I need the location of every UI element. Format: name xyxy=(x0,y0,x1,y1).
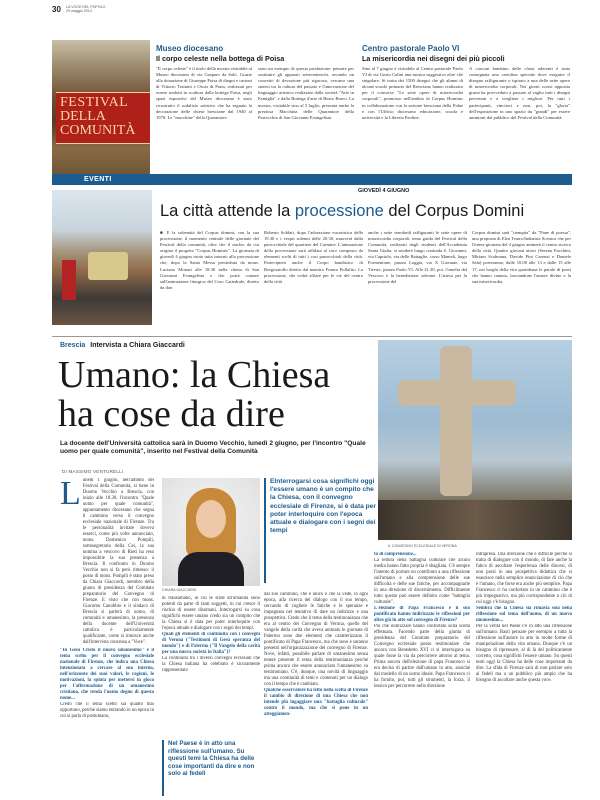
question-3: Qualche osservatore ha letto nella scelta di Firenze il cambio di direzione di una Chiesa che non intende più ingaggiare una "battaglia culturale" contro il mondo, ma che si pone in un atteggiamen- xyxy=(264,688,368,717)
corpus-domini-photo xyxy=(52,190,152,325)
portrait-face xyxy=(196,500,226,538)
interview-col4 xyxy=(374,552,470,798)
festival-logo-line1: FESTIVAL xyxy=(60,95,129,110)
centro-title: La misericordia nei disegni dei più piccoli xyxy=(362,54,505,63)
corpus-title-part1: La città attende la xyxy=(160,202,295,220)
drop-cap: L xyxy=(60,475,81,512)
answer-3: La lettura della battaglia culturale che alcuni media hanno fatto propria è sbagliata. C'è sempre l'intento di portare un contributo a una riflessione sull'umano e alla comprensione delle sue difficoltà e delle sue fatiche, per accompagnarle in una direzione di discernimento. Difficilmente tutto questo può essere definito come "battaglia culturale". xyxy=(374,558,470,605)
museo-kicker: Museo diocesano xyxy=(156,44,224,53)
eventi-label: EVENTI xyxy=(84,176,112,183)
interview-kicker xyxy=(60,341,185,350)
cross-vertical xyxy=(440,346,472,496)
festival-logo-line3: COMUNITÀ xyxy=(60,123,136,138)
chiara-giaccardi-portrait xyxy=(162,478,260,586)
corpus-col2: Roberto Soldati, dopo l'adorazione eucaristica delle 19.30 e i vespri solenni delle 20.30, muoverà dalla parrocchiale del quartiere del Carmine. L'animazione della processione sarà affidata al coro composto da elementi scelti di tutti i cori parrocchiali della città. Partecipierà anche il Corpo bandistico di Borgosatollo diretto dal maestro Franco Pullafito. La processione, che vedrà sfilare per le vie del centro della città xyxy=(264,230,363,284)
corpus-headline xyxy=(160,201,572,221)
answer-4: Più che indirizzare hanno confortato sulla scelta effettuata. Facendo parte della giunta di presidenza del Comitato preparatorio del Convegno ecclesiale posso testimoniare che ancora con Benedetto XVI ci si interrogava su quale fosse la via da percorrere attorno al tema. Prima ancora dell'elezione di papa Francesco si era deciso di partire dall'umano in atto, anziché dal modello di un uomo ideale. Papa Francesco ci ha fornito, poi, tutti gli strumenti, la forza, il lessico per percorrere nella direzione xyxy=(374,624,470,689)
question-2: Quali gli elementi di continuità con i convegni di Verona ("Testimoni di Gesù speranza del mondo") e di Palermo ("Il Vangelo della carità per una nuova società in Italia")? xyxy=(162,632,260,655)
publication-name: LA VOCE DEL POPOLO xyxy=(66,5,106,9)
cross-horizontal xyxy=(398,380,516,406)
interview-headline xyxy=(58,356,388,434)
centro-col1: Sino al 7 giugno è visitabile al Centro pastorale Paolo VI di via Gezio Calini una mostra suggestiva oltre che singolare. Si tratta dei 1500 disegni che gli alunni di alcune scuole primarie del Bresciano hanno realizzato per il concorso "Le sette opere di misericordia corporali", promosso nell'ambito di Corpus Hominis in collaborazione con la sezione bresciana della Fidae e con l'Ufficio diocesano educazione, scuola e università e la Libreria Paoline. xyxy=(362,66,463,120)
issue-date: 29 maggio 2014 xyxy=(66,9,92,13)
question-5: Sembra che la Chiesa sia rimasta sola nella riflessione sul tema dell'uomo, di un nuovo umanesimo... xyxy=(476,606,572,623)
pull-quote-2 xyxy=(162,740,258,796)
interview-kicker-rest: Intervista a Chiara Giaccardi xyxy=(90,342,185,349)
interview-col5-text: intrapresa. Una direzione che è difficile perché si tratta di dialogare con il mondo, di fare anche la fatica di ascoltare l'esperienza delle diocesi, di non porsi in una prospettiva didattica che si esaurisce nella semplice enunciazione di ciò che è l'umano, che forse era anche più semplice. Papa Francesco ci ha confortato in un cammino che è più impegnativo, ma più corrispondente a ciò di cui oggi c'è bisogno. xyxy=(476,552,572,605)
interview-col5 xyxy=(476,552,572,798)
pull-quote-1 xyxy=(264,478,376,583)
corpus-dateline: GIOVEDÌ 4 GIUGNO xyxy=(358,188,410,194)
corpus-title-highlight: processione xyxy=(294,202,384,220)
answer-5: Per la verità nel Paese c'è in atto una riflessione sull'umano. Basti pensare per esempio a tutta la riflessione sull'autore in atto in molte forme di manipolazione della vita umana. Dunque c'è un bisogno di riprensare, al di là del politicamente corretto, cosa significhi l'essere umano. Su questi temi oggi la Chiesa ha delle cose importanti da dire. La sfida di Firenze sarà di non parlare solo ai fedeli ma a un pubblico più ampio che ha bisogno di ascoltare anche questa voce. xyxy=(476,624,572,683)
page-header xyxy=(52,5,572,15)
verona-convention-photo xyxy=(378,340,572,540)
question-1: "In Gesù Cristo il nuovo umanesimo" è il tema scelto per il convegno ecclesiale nazionale di Firenze, che indica una Chiesa intenzionata a cercare al suo interno, nell'orizzonte dei suoi valori, le ragioni, le motivazioni, la spinta per mettersi in gioco per l'affermazione di un umanesimo cristiano, che renda l'uomo degno di questo nome... xyxy=(60,648,154,701)
headline-line1: Umano: la Chiesa xyxy=(58,354,331,396)
interview-kicker-city: Brescia xyxy=(60,342,86,349)
headline-line2: ha cose da dire xyxy=(58,393,285,435)
answer-1: Credo che il tema scelto sia quanto mai opportuno, perché siamo entrando in un epoca in cui si parla di postumano, xyxy=(60,702,154,719)
centro-kicker: Centro pastorale Paolo VI xyxy=(362,44,460,53)
festival-logo xyxy=(56,92,150,144)
section-divider xyxy=(52,336,572,337)
crowd-shape xyxy=(378,500,572,540)
corpus-article xyxy=(160,188,572,328)
centro-article xyxy=(362,44,572,174)
museo-title: Il corpo celeste nella bottega di Poisa xyxy=(156,54,285,63)
question-4: L'elezione di Papa Francesco e il suo pontificato hanno indirizzato le riflessioni per altro già in atto sul convegno di Firenze? xyxy=(374,606,470,623)
portrait-shoulders xyxy=(178,552,244,586)
museo-col1: "Il corpo celeste" è il titolo della mostra visitabile al Museo diocesano di via Gasparo da Salò. Grazie alla donazione di Giuseppe Poisa di diegni e cartoni di Vittorio Trainini e Oscar di Prata, realizzati per essere tradotti in scultura dalla bottega Poisa, negli spazi espositivi del Museo diocesano è stato ricostruito il sodalizio artistico che ha segnato la decorazione delle chiese bresciane dal 1940 al 1970. Le "macchine" della Quarantore xyxy=(156,66,252,120)
page-number: 30 xyxy=(52,5,61,14)
corpus-title-part2: del Corpus Domini xyxy=(383,202,525,220)
corpus-col1: ■ E la solennità del Corpus domini, con la sua processione, il momento centrale delle giornate del Festival della comunità, oltre che il nucleo da cui origina il progetto "Corpus Hominis". La giornata di giovedì 4 giugno ruota tutta intorno alla processione che, dopo la Santa Messa presieduta da mons. Luciano Monari alle 18.30 nella chiesa di San Giovanni Evangelista e che potrà contare sull'animazione liturgica del Coro Cattedrale, diretto da don xyxy=(160,230,259,290)
interview-intro: unedì 1 giugno, nell'ambito del Festival della Comunità, si tiene in Duomo Vecchio a Brescia, con inizio alle 18.30, l'incontro "Quale uomo per quale comunità", appuntamento diocesano che segna il cammino verso il convegno ecclesiale nazionale di Firenze. Tra le personalità invitate doveva esserci, come più volte annunciato, mons. Domenico Pompili, sottosegretario della Cei, la sua nomina a vescovo di Rieti ha reso impossibile la sua presenza a Brescia. Il confronto in Duomo Vecchio non si fa però rimesso: il posto di mons. Pompili è stato preso da Chiara Giaccardi, membro della giunta di presidenza del Comitato preparatorio del Convegno di Firenze. E visto che con mons. Giacomo Canobbio e il sindaco di Brescia si parlerà di uomo, di comunità e umanesimo, la presenza della docente dell'Università cattolica è particolarmente qualificante, come si intuisce anche dall'intervista concessa a "Voce". xyxy=(82,478,154,645)
interview-subhead: La docente dell'Università cattolica sarà in Duomo Vecchio, lunedì 2 giugno, per l'incontro "Quale uomo per quale comunità", inserito nel Festival della Comunità xyxy=(60,440,366,456)
museo-col2: sono un esempio di questa produzione: pensate per sostituire gli apparati settecenteschi, secondo un concetto di devozione più rigoroso, cercano una sintesi tra la cultura del passato e l'innovazione del linguaggio artistico realizzato dalla società "Arte in Famiglia" e dalla Bottega d'arte di Beato Bravo. La mostra, visitabile sino al 5 luglio, presenta anche la preziosa Macchina delle Quarantore della Parrocchia di San Giovanni Evangelista. xyxy=(258,66,354,120)
museo-article xyxy=(156,44,356,174)
interview-col3-text: dal suo cammino, che è unico e che la vede, in ogni epoca, alla ricerca del dialogo con il suo tempo, cercando di cogliere le fatiche e le speranze e impegnata nel tentativo di dare un indirizzo e una prospettiva. Credo che il tema della testimonianza che era al centro del Convegno di Verona, quello del vangelo della carità che aveva animato le giornate di Palermo sono due elementi che caratterizzano il pontificato di Papa Francesco, ma che sono e saranno presenti nell'organizzazione del convegno di Firenze. Nove, infatti, possibile parlare di umanesimo senza tenere presente il tema della testimonianza perché prima ancora che essere annunciato l'umanesimo va testimoniato. C'è, dunque, una novità di linguaggio ma una continuità di temi e contenuti per un dialogo con il tempo che è cambiato. xyxy=(264,592,368,687)
answer-2: La continuità tra i diversi convegni ecclesiali che la Chiesa italiana ha celebrato è sicuramente rappresentato xyxy=(162,656,260,673)
pull-quote-2-text: Nel Paese è in atto una riflessione sull'umano. Su questi temi la Chiesa ha delle cose importanti da dire e non solo ai fedeli xyxy=(168,740,255,778)
portrait-caption: CHIARA GIACCARDI xyxy=(162,588,197,592)
corpus-col4: Corpus domini sarà "riempita" da "Pane di poesia", una proposta di Elea Teatro/Industria Scenica che per l'intera giornata del 4 giugno animerà il centro storico della città. Quattro giovani attori (Serena Facchini, Miriam Scalmana, Davide Pini Carenzi e Daniele Sala) porteranno, dalle 10.00 alle 13 e dalle 15 alle 17, nei luoghi della vita quotidiana le parole di poeti che hanno cantato, lasciandone l'amore divino e la sua misericordia. xyxy=(472,230,571,284)
interview-col2-text: di transumano, in cui le sfide all'umanità sono potenti da parte di tanti soggetti, in cui cresce il rischio di essere disumani. Interrogarsi su cosa significhi essere umano credo sia un compito che la Chiesa si è data per poter interloquire con l'epoca attuale e dialogare con i segni dei tempi. xyxy=(162,596,260,631)
banner-shape xyxy=(62,260,76,300)
byline: DI MASSIMO VENTURELLI xyxy=(62,469,124,474)
pull-quote-1-text: EInterrogarsi cosa significhi oggi l'essere umano è un compito che la Chiesa, con il convegno ecclesiale di Firenze, si è data per poter interloquire con l'epoca attuale e dialogare con i segni dei tempi xyxy=(270,478,376,535)
interview-col3 xyxy=(264,592,368,798)
eventi-bar xyxy=(52,174,572,185)
centro-col2: A ciascun bambino delle classi aderenti è stata consegnata una cartolina speciale dove eseguire il disegno raffigurante o ispirato a una delle sette opere di misericordia corporali. Nei giorni scorsi apposita giuria ha provveduto a passare al vaglio tutti i disegni pervenuti e a scegliere i migliori. Per tutti i partecipanti, vincitori e non, poi, la "gloria" dell'esposizione in uno spazio da "grandi" per essere ammirati dal pubblico del Festival della Comunità. xyxy=(469,66,570,120)
interview-col2 xyxy=(162,596,260,736)
verona-photo-caption: IL CONVEGNO ECCLESIALE DI VERONA xyxy=(388,544,457,548)
festival-logo-line2: DELLA xyxy=(60,109,106,124)
corpus-col3: anche i sette stendardi raffiguranti le sette opere di misericordia corporali, tema guida del Festival della Comunità, realizzati dagli studenti dell'Accademia Santa Giulia, si snoderà lungo contrada S. Giovanni, via Capriolo, via delle Battaglie, corso Mameli, largo Formentone, piazza Loggia, via X Giornate, via Trieste, piazza Paolo VI. Alle 21.30, poi, l'omelia del Vescovo e la benedizione solenne. L'attesa per la processione del xyxy=(368,230,467,284)
question-3-end: to di comprensione... xyxy=(374,552,417,557)
canopy-shape xyxy=(88,252,128,280)
interview-col1 xyxy=(60,475,154,798)
